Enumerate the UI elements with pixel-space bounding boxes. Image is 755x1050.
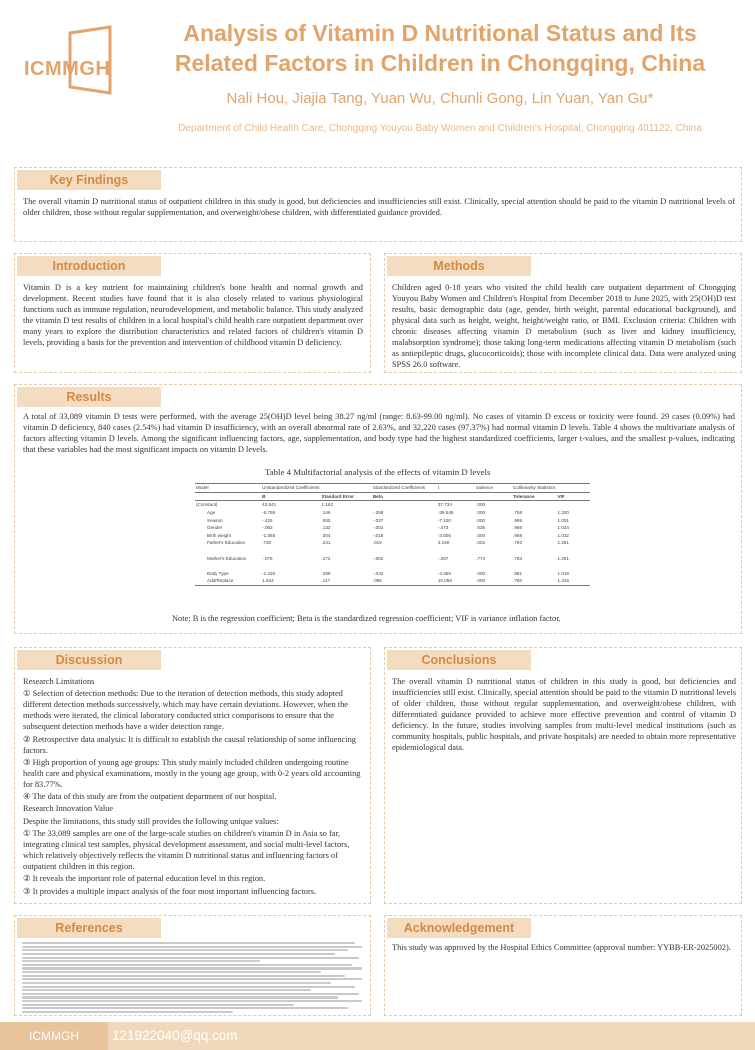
table-row [195, 532, 590, 540]
conclusions-heading: Conclusions [387, 650, 531, 670]
methods-heading: Methods [387, 256, 531, 276]
table-cell: -.062 [262, 525, 273, 531]
table-cell: -39.545 [437, 510, 454, 516]
reference-line [22, 960, 260, 962]
discussion-section [14, 647, 371, 904]
key-findings-text: The overall vitamin D nutritional status of outpatient children in this study is good, but deficiencies and insufficiencies still exist. Clinically, special attention should be paid to the vitamin D nutritional levels of older children, those without regular supplementation, and overweight/obese children, with differentiated guidance provided. [23, 197, 735, 217]
discussion-paragraph: ② It reveals the important role of paternal education level in this region. [23, 874, 266, 884]
table-row [195, 570, 590, 578]
table-cell: 16.058 [437, 577, 475, 585]
table-cell [556, 484, 590, 493]
reference-line [22, 996, 338, 998]
table-cell: Body Type [207, 570, 229, 576]
discussion-text [23, 676, 363, 898]
table-cell: .299 [321, 570, 331, 576]
discussion-paragraph: Research Innovation Value [23, 804, 114, 814]
table-cell [512, 562, 556, 570]
results-text: A total of 33,089 vitamin D tests were performed, with the average 25(OH)D level being 38.27 ng/ml (range: 8.63-99.00 ng/ml). No cases of vitamin D excess or toxicity were found. 29 cases (0.09%) had vitamin D deficiency, 840 cases (2.54%) had vitamin D insufficiency, with an overall abnormal rate of 2.63%, and 32,220 cases (97.37%) had normal vitamin D levels. Table 4 shows the multivariate analysis of factors affecting vitamin D levels. Among the significant influencing factors, age, supplementation, and body type had the highest standardized coefficients, larger t-values, and the smallest p-values, indicating that these variables had the most significant impacts on vitamin D levels. [23, 412, 735, 454]
title-line-2: Related Factors in Children in Chongqing, China [174, 50, 706, 76]
table-row [195, 524, 590, 532]
introduction-text: Vitamin D is a key nutrient for maintaining children's bone health and normal growth and development. Recent studies have found that it is also closely related to various physiological functions such as immune regulation, neurodevelopment, and metabolic balance. This study analyzed the vitamin D test results of children in a local hospital's child health care outpatient department over many years to explore the distribution characteristics and related factors of children's vitamin D levels, providing a basis for the prevention and intervention of childhood vitamin D deficiency. [23, 283, 363, 347]
reference-line [22, 982, 331, 984]
reference-line [22, 953, 335, 955]
reference-line [22, 1000, 362, 1002]
table-cell [556, 547, 590, 555]
discussion-paragraph: ② Retrospective data analysis: It is difficult to establish the causal relationship of some influencing factors. [23, 734, 356, 755]
methods-text: Children aged 0-18 years who visited the child health care outpatient department of Chongqing Youyou Baby Women and Children's Hospital from December 2018 to June 2025, with 25(OH)D test results, basic demographic data (age, gender, birth weight, parental educational background), and physical data such as height, weight, height/weight ratio, or BMI. Exclusion criteria: Children with chronic diseases affecting vitamin D metabolism (such as liver and kidney insufficiency, malabsorption syndrome); those taking long-term medications affecting vitamin D metabolism (such as antiepileptic drugs, glucocorticoids); those with incomplete clinical data. Data were analyzed using SPSS 26.0 software. [392, 283, 736, 369]
table-cell: -.258 [372, 510, 384, 516]
table-cell: .060 [321, 517, 331, 523]
table-cell [556, 501, 590, 509]
table-row [195, 577, 590, 585]
table-cell: .999 [513, 517, 523, 523]
reference-line [22, 946, 362, 948]
reference-line [22, 978, 362, 980]
methods-section [384, 253, 742, 373]
table-cell: .636 [476, 525, 486, 531]
conclusions-section [384, 647, 742, 904]
discussion-paragraph: ③ High proportion of young age groups: This study mainly included children undergoing routine health care and physical examinations, mostly in the young age group, with 0-2 years old accounting for 83.77%. [23, 757, 361, 789]
reference-line [22, 975, 345, 977]
table-cell: 1.261 [557, 540, 569, 546]
table-cell: 1.162 [321, 501, 372, 509]
table-cell [261, 547, 320, 555]
table-cell [475, 562, 512, 570]
table-cell: 1.320 [557, 510, 569, 516]
table-cell: .272 [321, 555, 331, 561]
table-cell: .758 [513, 510, 523, 516]
reference-line [22, 1011, 233, 1013]
table-cell: -.473 [437, 525, 449, 531]
table-cell: Model [195, 484, 261, 493]
table-cell: 1.316 [556, 577, 590, 585]
introduction-heading: Introduction [17, 256, 161, 276]
table-cell: VIF [556, 492, 590, 501]
reference-line [22, 942, 355, 944]
table-row [195, 509, 590, 517]
logo-text: ICMMGH [24, 58, 111, 80]
table-cell: 1.844 [261, 577, 320, 585]
table-cell [512, 547, 556, 555]
table-cell: .730 [262, 540, 272, 546]
discussion-paragraph: ③ It provides a multiple impact analysis of the four most important influencing factors. [23, 886, 317, 896]
results-table [195, 483, 590, 586]
table-cell: 3.160 [437, 540, 450, 546]
table-cell: -.287 [437, 555, 449, 561]
table-cell: B [261, 492, 320, 501]
table-cell: .774 [476, 555, 486, 561]
table-cell: 1.019 [557, 570, 569, 576]
table-cell [195, 562, 261, 570]
table-cell: Age [207, 510, 216, 516]
table-row [195, 516, 590, 524]
table-cell: Standard Error [321, 492, 372, 501]
table-row [195, 547, 590, 555]
discussion-paragraph: ① The 33,089 samples are one of the large-scale studies on children's vitamin D in Asia so far, integrating clinical test samples, physical development assessment, and social multi-level factors, which relatively objectively reflects the vitamin D nutritional status and influencing factors of outpatient children in this region. [23, 829, 350, 872]
reference-line [22, 949, 348, 951]
table-cell: .000 [475, 577, 512, 585]
table-row [195, 554, 590, 562]
logo [22, 25, 122, 95]
reference-line [22, 957, 359, 959]
table-cell [372, 562, 437, 570]
table-cell: 1.001 [557, 517, 569, 523]
table-note: Note: B is the regression coefficient; Beta is the standardized regression coefficient; VIF is variance inflation factor. [172, 614, 561, 623]
table-cell: .132 [321, 525, 331, 531]
table-cell [321, 484, 372, 493]
references-list [22, 942, 362, 1015]
table-cell: Gender [207, 525, 223, 531]
table-cell: Season [207, 517, 223, 523]
table-cell [195, 492, 261, 501]
table-cell: -.078 [262, 555, 273, 561]
table-cell [512, 501, 556, 509]
reference-line [22, 964, 352, 966]
table-cell: -.018 [372, 532, 384, 538]
table-cell: -.425 [262, 517, 273, 523]
table-cell: .000 [476, 510, 486, 516]
discussion-paragraph: ① Selection of detection methods: Due to the iteration of detection methods, this study adopted different detection methods successively, which may have certain deviations. However, when the methods were iterated, the clinical laboratory conducted strict comparisons to ensure that the subsequent detection methods have a wider detection range. [23, 689, 349, 732]
table-cell [437, 562, 475, 570]
discussion-paragraph: Research Limitations [23, 677, 95, 686]
table-cell [321, 547, 372, 555]
table-cell: .231 [321, 540, 331, 546]
table-cell [437, 492, 475, 501]
table-cell: Beta [372, 492, 437, 501]
table-cell: -1.230 [262, 570, 276, 576]
table-cell [372, 501, 437, 509]
reference-line [22, 989, 311, 991]
table-row [195, 492, 590, 501]
table-row [195, 484, 590, 493]
table-cell: -.002 [372, 555, 384, 561]
table-cell: 37.734 [437, 501, 475, 509]
table-cell: Add/Replace [195, 577, 261, 585]
footer-email[interactable]: 121922040@qq.com [112, 1028, 238, 1043]
table-cell: Standardized Coefficients [372, 484, 437, 493]
table-cell: .760 [512, 577, 556, 585]
table-cell: .146 [321, 510, 331, 516]
table-cell: -4.358 [437, 570, 451, 576]
table-row [195, 501, 590, 509]
table-cell: .966 [513, 525, 523, 531]
discussion-paragraph: Despite the limitations, this study still provides the following unique values: [23, 816, 279, 826]
table-row [195, 539, 590, 547]
table-cell: Tolerance [512, 492, 556, 501]
table-cell [475, 547, 512, 555]
acknowledgement-section [384, 915, 742, 1016]
table-cell: t [437, 484, 475, 493]
authors: Nali Hou, Jiajia Tang, Yuan Wu, Chunli Gong, Lin Yuan, Yan Gu* [226, 90, 654, 107]
table-cell: .000 [476, 570, 486, 576]
table-cell: .304 [321, 532, 331, 538]
affiliation: Department of Child Health Care, Chongqing Youyou Baby Women and Children's Hospital, Chongqing 401122, China [178, 123, 702, 134]
table-cell: .981 [513, 570, 523, 576]
table-cell: -5.795 [262, 510, 276, 516]
table-cell: .117 [321, 577, 372, 585]
table-cell: .096 [372, 577, 437, 585]
table-cell: 1.261 [557, 555, 569, 561]
table-cell: .000 [476, 517, 486, 523]
results-heading: Results [17, 387, 161, 407]
table-cell: -.032 [372, 570, 384, 576]
reference-line [22, 971, 321, 973]
table-title: Table 4 Multifactorial analysis of the effects of vitamin D levels [265, 467, 491, 477]
table-cell [372, 547, 437, 555]
table-cell [437, 547, 475, 555]
table-cell: Unstandardized Coefficients [262, 485, 320, 491]
footer-brand: ICMMGH [0, 1022, 108, 1050]
table-cell: -.037 [372, 517, 384, 523]
table-cell: Birth weight [207, 532, 232, 538]
references-heading: References [17, 918, 161, 938]
table-cell: (Constant) [195, 501, 261, 509]
table-cell: .019 [372, 540, 382, 546]
table-cell: .000 [475, 501, 512, 509]
reference-line [22, 1007, 348, 1009]
table-cell [321, 562, 372, 570]
table-cell: 1.032 [557, 532, 569, 538]
table-cell: 1.034 [557, 525, 569, 531]
discussion-paragraph: ④ The data of this study are from the outpatient department of our hospital. [23, 792, 277, 802]
table-cell: .000 [476, 532, 486, 538]
table-cell [195, 547, 261, 555]
table-cell: .793 [513, 540, 523, 546]
table-cell: .968 [513, 532, 523, 538]
table-cell [556, 562, 590, 570]
table-cell: -7.100 [437, 517, 451, 523]
table-cell: 43.841 [261, 501, 320, 509]
table-cell: -1.065 [262, 532, 276, 538]
table-cell: Father's Education [207, 540, 246, 546]
reference-line [22, 967, 362, 969]
acknowledgement-text: This study was approved by the Hospital Ethics Committee (approval number: YYBB-ER-2025002). [392, 943, 731, 952]
reference-line [22, 1004, 294, 1006]
conclusions-text: The overall vitamin D nutritional status of children in this study is good, but deficiencies and insufficiencies still exist. Clinically, special attention should be paid to the vitamin D nutritional levels of older children, those without regular supplementation, and overweight/obese children, with differentiated guidance provided to achieve more effective prevention and control of vitamin D deficiency. In the future, studies involving samples from multi-level medical institutions (such as community hospitals, public hospitals, and private hospitals) are needed to obtain more representative epidemiological data. [392, 677, 736, 752]
acknowledgement-heading: Acknowledgement [387, 918, 531, 938]
table-cell: .793 [513, 555, 523, 561]
reference-line [22, 993, 359, 995]
key-findings-section [14, 167, 742, 242]
introduction-section [14, 253, 371, 373]
footer [0, 1022, 755, 1050]
table-cell: salience [475, 484, 512, 493]
table-cell [475, 492, 512, 501]
poster-title [140, 18, 740, 78]
key-findings-heading: Key Findings [17, 170, 161, 190]
table-cell: .002 [476, 540, 486, 546]
table-cell [261, 562, 320, 570]
table-row [195, 562, 590, 570]
discussion-heading: Discussion [17, 650, 161, 670]
table-cell: Collinearity Statistics [513, 485, 556, 491]
reference-line [22, 986, 355, 988]
table-cell: Mother's Education [207, 555, 247, 561]
title-line-1: Analysis of Vitamin D Nutritional Status and Its [183, 20, 697, 46]
table-cell: -3.506 [437, 532, 451, 538]
table-cell: -.002 [372, 525, 384, 531]
